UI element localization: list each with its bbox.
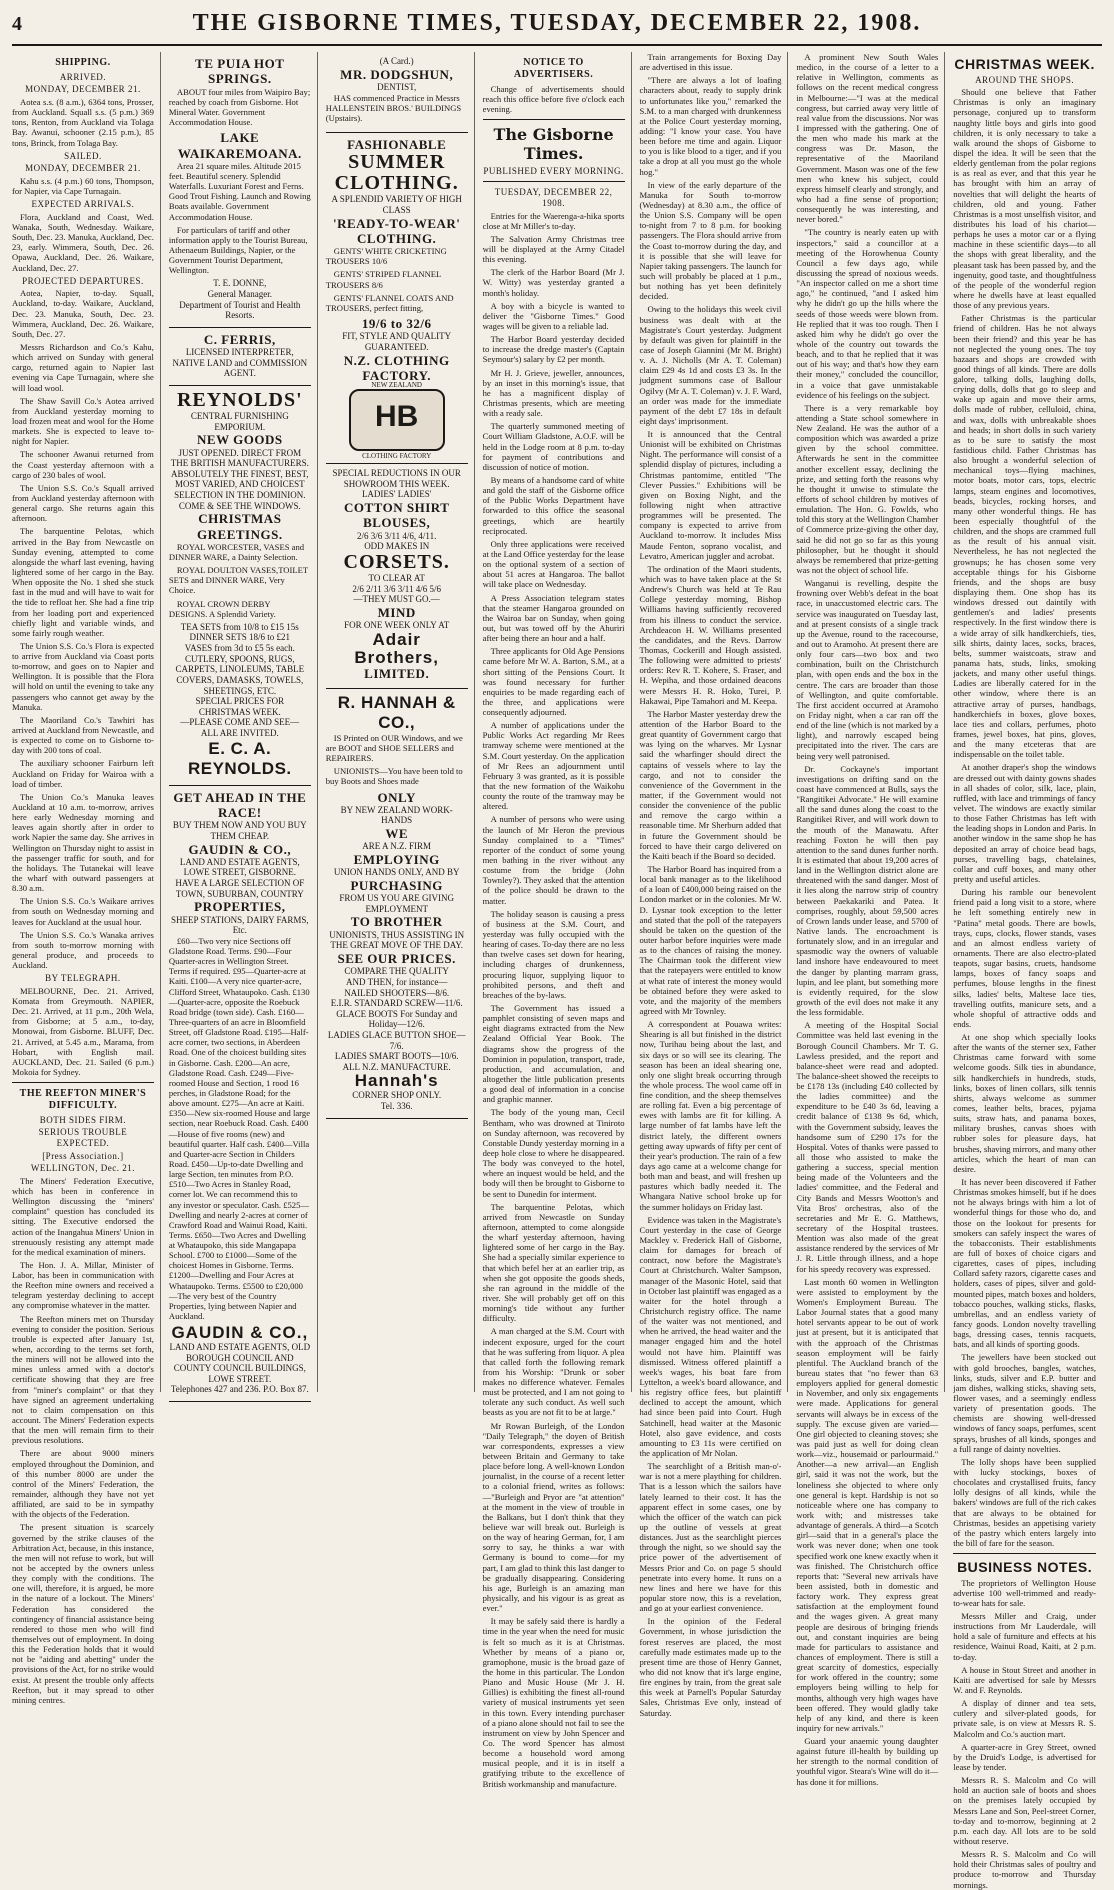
large-selection: HAVE A LARGE SELECTION OF TOWN, SUBURBAN, COUNTRY bbox=[175, 878, 305, 899]
news-paragraph: The Harbor Master yesterday drew the attention of the Harbor Board to the great quantity of Government cargo that was lying on the wharves. Mr Lysnar said the wharfinger should direct the captains of vessels where to lay the cargo, and not to consider the convenience of the Government in the matter, if the Government would not consider the convenience of the public and remove the cargo within a reasonable time. Mr Sherburn added that in future the Government should be forced to have their cargo delivered on the Kaiti beach if the Board so decided. bbox=[639, 708, 782, 861]
projected-heading: PROJECTED DEPARTURES. bbox=[22, 275, 144, 286]
vases: VASES from 3d to £5 5s each. bbox=[184, 643, 295, 654]
shipping-paragraph: The barquentine Pelotas, which arrived in the Bay from Newcastle on Sunday evening, attempted to come alongside the wharf last evening, having lightered some of her cargo in the Bay. When opposite the No. 1 shed she stuck fast in the mud and will have to wait for the tide to refloat her. She had a fine trip from her loading port and experienced chiefly light and variable winds, and some fairly rough weather. bbox=[12, 526, 154, 638]
reynolds-heading: REYNOLDS' bbox=[176, 389, 303, 412]
news-paragraph: By means of a handsome card of white and gold the staff of the Gisborne office of the Public Works Department have forwarded to this office the seasonal greetings, which are heartily reciprocated. bbox=[482, 474, 625, 536]
telephones: Telephones 427 and 236. P.O. Box 87. bbox=[170, 1384, 309, 1395]
nz-clothing-factory: N.Z. CLOTHING FACTORY. bbox=[343, 352, 450, 383]
business-note: Messrs Miller and Craig, under instructions from Mr Lauderdale, will hold a sale of furniture and effects at his residence, Wainui Road, Kaiti, at 2 p.m. to-day. bbox=[953, 1611, 1096, 1662]
business-note: A quarter-acre in Grey Street, owned by the Druid's Lodge, is advertised for lease by tender. bbox=[953, 1741, 1096, 1772]
cotton-blouses: COTTON SHIRT BLOUSES, bbox=[344, 500, 450, 531]
new-goods-text: JUST OPENED. DIRECT FROM THE BRITISH MANUFACTURERS. bbox=[170, 447, 309, 469]
royal-item: ROYAL DOULTON VASES,TOILET SETS and DINNER WARE, Very Choice. bbox=[168, 565, 308, 596]
column-shipping bbox=[12, 52, 161, 1705]
newspaper-title: THE GISBORNE TIMES, TUESDAY, DECEMBER 22, 1908. bbox=[192, 10, 922, 36]
news-paragraph: Mr Rowan Burleigh, of the London "Daily Telegraph," the doyen of British war correspondents, expresses a view between Britain and Germany to take place before long. A well-known London journalist, in the course of a recent letter to a colonial friend, writes as follows:—"Burleigh and Pryor are "at attention" at the moment in the view of trouble in the Balkans, but I don't think that they believe war will break out. Burleigh is on the way of hearing German, for, I am sorry to say, he thinks a war with Germany is bound to come—for my part, I am glad to think this last danger to be gradually disappearing. Considering his age, Burleigh is an amazing man physically, and his vigour is as great as ever." bbox=[482, 1420, 625, 1614]
price-item: LADIES SMART BOOTS—10/6. ALL N.Z. MANUFACTURE. bbox=[334, 1051, 459, 1072]
business-note: The proprietors of Wellington House advertise 100 well-trimmed and ready-to-wear hats for sale. bbox=[953, 1577, 1096, 1608]
news-paragraph: The barquentine Pelotas, which arrived from Newcastle on Sunday afternoon, attempted to come alongside the wharf yesterday afternoon, having lightered some of her cargo in the Bay. She had a specially similar experience to that which befel her at an earlier trip, as when she got opposite the goods sheds, she ran aground in the middle of the river. She will probably get off on this morning's tide without any further difficulty. bbox=[482, 1201, 625, 1324]
news-paragraph: Owing to the holidays this week civil business was dealt with at the Magistrate's Court yesterday. Judgment by default was given for plaintiff in the case of Joseph Giannini (Mr M. Bright) v. A. J. Nicholls (Mr A. T. Coleman) claim £29 4s 1d and costs £3 3s. In the judgment summons case of Ballour Ogilvy (Mr A. T. Coleman) v. J. F. Ward, an order was made for the immediate payment of the debt £7 18s in default eight days' imprisonment. bbox=[639, 304, 782, 426]
news-paragraph: A Press Association telegram states that the steamer Hangaroa grounded on the Wairoa bar on Sunday, when going out, but was towed off by the Ahuriri after being there an hour and a half. bbox=[482, 592, 625, 644]
telephone: Tel. 336. bbox=[380, 1100, 413, 1111]
clothing: CLOTHING. bbox=[334, 172, 459, 195]
to-clear: TO CLEAR AT bbox=[368, 572, 425, 583]
property-listings: £60—Two very nice Sections off Gladstone Road. Terms. £90—Four Quarter-acres in Wellington Street. Terms if required. £95—Quarter-acre at Kaiti. £100—A very nice quarter-acre, Clifford Street, Whataupoko. Cash. £130—Quarter-acre, opposite the Roebuck Road bridge (town side). Cash. £160—Three-quarters of an acre in Bloomfield Street, off Gladstone Road. £195—Half-acre corner, two sections, in Aberdeen Road. One of the choicest building sites in Gisborne. Cash. £200—An acre, Gladstone Road. Cash. £249—Five-roomed House and Section, 1 rood 16 perches, in Gladstone Road; for the above amount. £275—An acre at Kaiti. £350—New six-roomed House and large section, near Roebuck Road. Cash. £400—House of five rooms (new) and beautiful quarter. Half cash. £400—Villa and Quarter-acre Section in Childers Road. £450—Up-to-date Dwelling and large Section, ten minutes from P.O. £510—Two Acres in Stanley Road, corner lot. We can recommend this to any investor or speculator. Cash. £525—Dwelling and nearly 2-acres at corner of Crawford Road and Wainui Road, Kaiti. Terms. £650—Two Acres and Dwelling at Whataupoko, this side Mangapapa School. £700 to £1000—Some of the choicest Homes in Gisborne. Terms. £1200—Dwelling and Four Acres at Whataupoko. Terms. £5500 to £20,000—The very best of the Country Properties, lying between Napier and Auckland. bbox=[168, 935, 311, 1322]
reefton-paragraph: The present situation is scarcely governed by the strike clauses of the Arbitration Act, because, in this instance, the men will not refuse to work, but will not be accepted by the owners unless they comply with the conditions. The one will, therefore, it is argued, be more in the nature of a lockout. The Miners' Federation has considered the contingency of financial assistance being rendered to those men who will find themselves out of employment. In doing this the Federation holds that it would not be "aiding and abetting" under the provisions of the Act, for no strike would exist. At present the trouble only affects Reefton, but it may spread to other mining centres. bbox=[12, 1522, 154, 1705]
christmas-paragraph: At another draper's shop the windows are dressed out with dainty gowns shades in all shades of color, silk, lace, plain, ruffled, with lace and trimmings of fancy velvet. The windows are exactly similar to those Father Christmas has left with the leading shops in London and Paris. In another window in the same shop he has deposited an array of choice bead bags, purses, travelling bags, chatelaines, collar and cuff boxes, and many other pretty and useful articles. bbox=[953, 762, 1096, 884]
news-paragraph: There is a very remarkable boy attending a State school somewhere in New Zealand. He was the author of a composition which was awarded a prize given by the school committee. Afterwards he sent in the committee another excellent essay, declining the prize, and setting forth the reasons why he thought it unwise to stimulate the efforts of school children by motives of emulation. The Hon. G. Fowlds, who told this story at the Wellington Chamber of Commerce prize-giving the other day, said he did not go so far as this young philosopher, but he thought it should always be remembered that prize-getting was not the object of school life. bbox=[796, 402, 939, 576]
shipping-heading: SHIPPING. bbox=[55, 57, 111, 68]
divider bbox=[12, 1082, 154, 1083]
corner-shop: CORNER SHOP ONLY. bbox=[352, 1090, 442, 1101]
royal-item: ROYAL WORCESTER, VASES and DINNER WARE, a Dainty Selection. bbox=[168, 541, 305, 563]
news-paragraph: Evidence was taken in the Magistrate's Court yesterday in the case of George Mackley v. Frederick Hall of Gisborne, claim for damages for breach of contract, now before the Magistrate's Court at Christchurch. Walter Sampson, manager of the Masonic Hotel, said that in October last plaintiff was engaged as a waiter for the hotel through a Christchurch registry office. The name of the waiter was not mentioned, and when he arrived, the head waiter and the manager engaged him and the hotel would not have him. Plaintiff was dismissed. Witness offered plaintiff a week's wages, his boat fare from Lyttelton, a week's board allowance, and his registry office fees, but plaintiff declined to accept the amount, which had since been paid into Court. Hugh Satchinell, head waiter at the Masonic Hotel, also gave evidence, and costs amounting to £3 11s were certified on the application of Mr Nolan. bbox=[639, 1214, 782, 1458]
divider bbox=[953, 1553, 1096, 1554]
flag-title: The Gisborne Times. bbox=[493, 125, 614, 163]
adair-ad bbox=[326, 464, 468, 688]
tea-sets: TEA SETS from 10/8 to £15 15s bbox=[180, 621, 299, 632]
ferris-text: LICENSED INTERPRETER, NATIVE LAND and COMMISSION AGENT. bbox=[172, 347, 308, 379]
news-paragraph: Wanganui is revelling, despite the frowning over Webb's defeat in the boat race, in unaccustomed electric cars. The service was inaugurated on Tuesday last, and at present consists of a single track up the Avenue, round to the racecourse, and out to Aramoho. At present there are only four cars—two box and two combination, built on the Christchurch plan, with open ends and the box in the centre. The cars are broader than those of Wellington, and quite comfortable. The first accident occurred at Aramoho on Friday night, when a car ran off the end of the line (which is not marked by a light), and narrowly escaped being precipitated into the river. The cars are being very well patronised. bbox=[796, 578, 939, 761]
fit-style: FIT, STYLE AND QUALITY GUARANTEED. bbox=[342, 331, 452, 352]
news-paragraph: It is announced that the Central Unionist will be exhibited on Christmas Night. The performance will consist of a splendid display of pictures, including a Christmas pantomime, entitled "The Clever Pussies." Exhibitions will be given on Boxing Night, and the following night when attractive programmes will be presented. The company is expected to arrive from Auckland to-morrow. It includes Miss Maude Fenton, soprano vocalist, and Levatro, American juggler and acrobat. bbox=[639, 429, 782, 561]
finest-text: ABSOLUTELY THE FINEST, BEST, MOST VARIED, AND CHOICEST SELECTION IN THE DOMINION. bbox=[171, 468, 309, 500]
tariff-text: For particulars of tariff and other information apply to the Tourist Bureau, Athenaeum Buildings, Napier, or the Government Tourist Department, Wellington. bbox=[168, 224, 308, 276]
christmas-paragraph: The lolly shops have been supplied with lucky stockings, boxes of chocolates and crystallised fruits, fancy lolly designs of all kinds, while the bakers' windows are full of the rich cakes that are always to be obtained for Christmas, besides an appetising variety of the pastry which enters largely into the bill of fare for the season. bbox=[953, 1456, 1096, 1548]
hannahs: Hannah's bbox=[354, 1071, 439, 1091]
coats-price: 19/6 to 32/6 bbox=[361, 316, 432, 332]
te-puia-text: ABOUT four miles from Waipiro Bay; reached by coach from Gisborne. Hot Mineral Water. Government Accommodation House. bbox=[168, 86, 311, 128]
news-paragraph: A number of persons who were using the launch of Mr Heron the previous Sunday complained to a "Times" reporter of the conduct of some young men bathing in the river without any costume from the bridge (John Townley?). They asked that the attention of the police should be drawn to the matter. bbox=[482, 814, 625, 906]
shipping-paragraph: Messrs Richardson and Co.'s Kahu, which arrived on Sunday with general cargo, returned again to Napier last evening via Cape Turnagain, where she will load wool. bbox=[12, 341, 154, 393]
waikaremoana-text: Area 21 square miles. Altitude 2015 feet. Beautiful scenery. Splendid Waterfalls. Luxuriant Forest and Ferns. Good Trout Fishing. Launch and Rowing Boats available. Government Accommodation House. bbox=[168, 160, 311, 222]
only: ONLY bbox=[377, 789, 416, 805]
news-paragraph: A correspondent at Pouawa writes: Shearing is all but finished in the district now, Turihau being about the last, and six days or so will see its clearing. The season has been an ideal shearing one, only one slight break occurring through the whole process. The wool came off in fine condition, and the sheep themselves are rolling fat. Even a big percentage of ewes with lambs are fit for killing. A large number of fat lambs have left the district lately, the different owners getting away upwards of fifty per cent of their year's production. The rain of a few days ago came at a welcome change for both man and beast, and will freshen up pastures which badly needed it. The Whangara Native school broke up for the summer holidays on Friday last. bbox=[639, 1019, 782, 1212]
trousers: GENTS' WHITE CRICKETING TROUSERS 10/6 bbox=[325, 246, 447, 267]
price-item: E.I.R. STANDARD SCREW—11/6. bbox=[330, 998, 463, 1009]
monday-dateline: MONDAY, DECEMBER 21. bbox=[25, 84, 141, 95]
expected-text: Flora, Auckland and Coast, Wed. Wanaka, South, Wednesday. Waikare, South, Dec. 23. Manuka, Auckland, Dec. 23, early. Wimmera, South, Dec. 26. Opawa, Auckland, Dec. 26. Waikare, Auckland, Dec. 27. bbox=[12, 211, 154, 273]
shipping-paragraph: The Maoriland Co.'s Tawhiri has arrived at Auckland from Newcastle, and is expected to come on to Gisborne to-day with 200 tons of coal. bbox=[12, 714, 154, 756]
column-news-3 bbox=[796, 52, 945, 1787]
shipping-paragraph: The Shaw Savill Co.'s Aotea arrived from Auckland yesterday morning to load frozen meat and wool for the Home markets. She is expected to leave to-night for Napier. bbox=[12, 395, 154, 447]
business-notes-heading: BUSINESS NOTES. bbox=[957, 1559, 1093, 1576]
hb-logo: NEW ZEALAND HB CLOTHING FACTORY bbox=[349, 389, 445, 451]
we: WE bbox=[385, 826, 409, 842]
ferris-name: C. FERRIS, bbox=[203, 331, 276, 347]
unionists: UNIONISTS—You have been told to buy Boots and Shoes made bbox=[325, 766, 463, 787]
reynolds-ad bbox=[169, 386, 311, 786]
page-number: 4 bbox=[12, 13, 22, 35]
business-note: Messrs R. S. Malcolm and Co will hold an auction sale of boots and shoes on the premises lately occupied by Messrs Lane and Son, Peel-street Corner, to-day and to-morrow, beginning at 2 p.m. each day. All lots are to be sold without reserve. bbox=[953, 1775, 1096, 1846]
splendid-variety: A SPLENDID VARIETY OF HIGH CLASS bbox=[331, 194, 462, 215]
christmas-paragraph: Should one believe that Father Christmas is only an imaginary personage, conjured up to transform naughty little boys and girls into good children, it is only necessary to take a walk around the shops of Gisborne to dispel the idea. It will be seen that the elderly gentleman from the polar regions is as real as ever, and that this year he has brought with him an array of novelties that will delight the hearts of children, old and young. Father Christmas is a most unselfish visitor, and distributes his load of his chariot—perhaps he uses a motor car or a flying machine in these scientific days—to all the shops with great liberality, and the pleasant task has been passed by, and the ingenuity, good taste, and thoughtfulness of the people of the wonderful region where he dwells have at least equalled those of any previous years. bbox=[953, 87, 1096, 311]
news-paragraph: Train arrangements for Boxing Day are advertised in this issue. bbox=[639, 52, 782, 73]
limited: LIMITED. bbox=[364, 666, 430, 682]
column-editorial bbox=[482, 52, 632, 1789]
shipping-paragraph: The Union S.S. Co.'s Flora is expected to arrive from Auckland via Coast ports to-morrow, and goes on to Napier and Wellington. It is possible that the Flora will hold on until the evening to take any passengers who cannot get away by the Manuka. bbox=[12, 640, 154, 712]
waikaremoana-heading: LAKE WAIKAREMOANA. bbox=[177, 130, 302, 161]
christmas: CHRISTMAS bbox=[198, 511, 282, 527]
masthead bbox=[12, 10, 1102, 46]
odd-makes: ODD MAKES IN bbox=[364, 541, 430, 552]
special-prices: SPECIAL PRICES FOR CHRISTMAS WEEK. bbox=[195, 696, 285, 717]
christmas-week-heading: CHRISTMAS WEEK. bbox=[954, 56, 1095, 72]
projected-text: Aotea, Napier, to-day. Squall, Auckland, to-day. Waikare, Auckland, Dec. 23. Manuka, South, Dec. 23. Wimmera, Auckland, Dec. 26. Waikare, South, Dec. 27. bbox=[12, 288, 154, 339]
monday-dateline: MONDAY, DECEMBER 21. bbox=[25, 163, 141, 174]
news-paragraph: Last month 60 women in Wellington were assisted to employment by the Women's Employment Bureau. The Labor Journal states that a good many hotel servants appear to be out of work just at present, but it is anticipated that with the approach of the Christmas season employment will be fairly plentiful. The Auckland branch of the bureau states that "no fewer than 63 employers applied for general domestic in November, and only six engagements were made. Applications for general servants will always be in excess of the supply. The excuse given are varied—One girl objected to cleaning stoves; she was paid just as well for doing clean work—viz., housemaid or parlourmaid." Another—a new arrival—an English girl, said it was not the work, but the loneliness she objected to where only one general is kept. Hardship is not so noticeable where one has company to work with; and mistresses take advantage of generals. A third—a Scotch girl—said that in a general's place the work was never done; when one took specified work one knew exactly when it was finished. The Christchurch office reports that: "Several new arrivals have been assisted, both in domestic and factory work. They express great satisfaction at the employment found and the wages given. A great many people are desirous of bringing friends out, and constant inquiries are being made for particulars to assistance and chances of employment. There is still a great scarcity of domestics, especially for work offered in the country; some employers being willing to help for months, although very high wages have been offered. They would gladly take help of any kind, and there is keen inquiry for new arrivals." bbox=[796, 1276, 939, 1733]
special-reductions: SPECIAL REDUCTIONS IN OUR SHOWROOM THIS WEEK. bbox=[332, 468, 461, 489]
new-goods: NEW GOODS bbox=[197, 432, 283, 448]
arrived-text: Aotea s.s. (8 a.m.), 6364 tons, Prosser, from Auckland. Squall s.s. (5 p.m.) 369 tons, Renton, from Auckland via Tolaga Bay. Awanui, schooner (2.15 p.m.), 85 tons, Brinck, from Tolaga Bay. bbox=[12, 97, 154, 148]
must-go: —THEY MUST GO.— bbox=[353, 594, 440, 605]
news-paragraph: The Salvation Army Christmas tree will be displayed at the Army Citadel this evening. bbox=[482, 233, 625, 265]
greetings: GREETINGS. bbox=[197, 526, 283, 542]
dodgshun-text: HAS commenced Practice in Messrs HALLENSTEIN BROS.' BUILDINGS (Upstairs). bbox=[325, 92, 462, 123]
adair: Adair bbox=[372, 629, 421, 649]
purchasing: PURCHASING bbox=[350, 877, 443, 893]
hannah-ad bbox=[326, 689, 468, 1119]
news-paragraph: The clerk of the Harbor Board (Mr J. W. Witty) was yesterday granted a month's holiday. bbox=[482, 267, 625, 298]
sailed-text: Kahu s.s. (4 p.m.) 60 tons, Thompson, for Napier, via Cape Turnagain. bbox=[12, 175, 154, 197]
christmas-paragraph: During his ramble our benevolent friend paid a long visit to a store, where he left something entirely new in "Patina" metal goods. There are bowls, trays, cups, clocks, flower stands, vases and an almost endless variety of ornaments. There are also electro-plated teapots, sugar basins, cruets, handsome lamps, boxes of fancy soaps and perfumes, blouse lengths in the finest silks, ladies' belts, Maltese lace ties, travelling outfits, manicure sets, and a whole shopful of attractive odds and ends. bbox=[953, 887, 1096, 1029]
divider bbox=[483, 181, 625, 182]
business-note: A house in Stout Street and another in Kaiti are advertised for sale by Messrs W. and F. Reynolds. bbox=[953, 1664, 1096, 1696]
news-paragraph: A meeting of the Hospital Social Committee was held last evening in the Borough Council Chambers. Mr T. G. Lawless presided, and the report and balance-sheet were read and adopted. The balance-sheet showed the receipts to be £178 13s (including £40 collected by the ladies committee) and the expenditure to be £40 3s 6d, leaving a credit balance of £138 9s 6d, which, with the Government subsidy, leaves the handsome sum of £290 17s for the Hospital. Votes of thanks were passed to all those who assisted to make the gathering a success, special mention being made of the Volunteers and the ladies' committee, and the Federal and City Bands and Messrs Wootton's and Vita Bros' orchestras, also of the secretaries and Mr E. G. Matthews, secretary of the Hospital trustees. Mention was also made of the great assistance rendered by the services of Mr J. R. Little through illness, and a hope for his speedy recovery was expressed. bbox=[796, 1020, 939, 1274]
news-paragraph: The holiday season is causing a press of business at the S.M. Court, and yesterday was fully occupied with the hearing of cases. To-day there are no less than twelve cases set down for hearing, including charges of drunkenness, procuring liquor, supplying liquor to prohibited persons, and theft and breaches of the by-laws. bbox=[482, 908, 625, 1000]
telegraph-text: MELBOURNE, Dec. 21. Arrived, Komata from Greymouth. NAPIER, Dec. 21. Arrived, at 11 p.m., 20th Wela, from Gisborne; at 5 a.m., to-day, Monowai, from Gisborne. BLUFF, Dec. 21. Arrived, at 5.45 a.m., Marama, from Hobart, with English mail. AUCKLAND, Dec. 21. Sailed (6 p.m.) Mokoia for Sydney. bbox=[12, 985, 154, 1078]
news-paragraph: The Government has issued a pamphlet consisting of seven maps and eight diagrams extracted from the New Zealand Official Year Book. The diagrams show the progress of the Dominion in population, transport, trade, production, and accumulation, and altogether the little publication presents a good deal of information in a concise and graphic manner. bbox=[482, 1003, 625, 1105]
news-paragraph: In view of the early departure of the Manuka for South to-morrow (Wednesday) at 8.30 a.m., the office of the Union S.S. Company will be open to-night from 7 to 8 p.m. for booking passengers. The Flora should arrive from the Coast to-morrow during the day, and it is possible that she will leave for Napier taking passengers. The launch for such will probably be placed at 1 p.m., but nothing has yet been definitely decided. bbox=[639, 179, 782, 302]
news-paragraph: Mr H. J. Grieve, jeweller, announces, by an inset in this morning's issue, that he has a magnificent display of Christmas presents, which are meeting with a ready sale. bbox=[482, 367, 625, 419]
business-note: A display of dinner and tea sets, cutlery and silver-plated goods, for private sale, is on view at Messrs R. S. Malcolm and Co.'s auction mart. bbox=[953, 1698, 1096, 1739]
reefton-paragraph: The Miners' Federation Executive, which has been in conference in Wellington discussing the "miners' complaint" question has concluded its sitting. The Executive endorsed the action of the Inangahua Miners' Union in strenuously resisting any attempt made for the medical examination of miners. bbox=[12, 1175, 154, 1257]
fashionable: FASHIONABLE bbox=[347, 136, 447, 152]
dodgshun-name: MR. DODGSHUN, bbox=[340, 66, 454, 82]
reefton-paragraph: The Hon. J. A. Millar, Minister of Labor, has been in communication with the Reefton mine owners and received a telegram yesterday declining to accept any compromise whatever in the matter. bbox=[12, 1259, 154, 1311]
hannah-heading: R. HANNAH & CO., bbox=[337, 692, 456, 732]
see-prices: SEE OUR PRICES. bbox=[337, 951, 456, 967]
shipping-paragraph: The Union S.S. Co.'s Squall arrived from Auckland yesterday afternoon with general cargo. She returns again this afternoon. bbox=[12, 482, 154, 524]
news-paragraph: A prominent New South Wales medico, in the course of a letter to a relative in Wellington, comments as follows on the recent medical congress in Melbourne:—"I was at the medical congress, but carried away very little of real value from the discussions. Nor was I impressed with the gathering. One of the men who made his mark at the congress was Dr. Mason, the representative of the Maoriland Government. Mason was one of the few men who knew his subject, could express himself clearly and strongly, and who had a fine sense of proportion; consequently he was interesting, and never bored." bbox=[796, 52, 939, 225]
sailed-heading: SAILED. bbox=[64, 150, 102, 161]
news-paragraph: Entries for the Waerenga-a-hika sports close at Mr Miller's to-day. bbox=[482, 210, 625, 231]
and-then: AND THEN, for instance— bbox=[346, 976, 448, 987]
news-paragraph: A man charged at the S.M. Court with indecent exposure, urged for the court that he was suffering from liquor. A plea that called forth the following remark from his Worship: "Drunk or sober makes no difference whatever. Females must be protected, and I am not going to tolerate any such conduct. As well such beasts as you are not fit to be at large." bbox=[482, 1326, 625, 1418]
news-paragraph: "There are always a lot of loafing characters about, ready to supply drink to unfortunates like you," remarked the S.M. to a man charged with drunkenness at the Police Court yesterday morning, adding: "I know your case. You have been before me time and again. Liquor to you is like blood to a tiger, and if you take a drop at all you must go the whole hog." bbox=[639, 75, 782, 177]
ladies: LADIES' LADIES' bbox=[361, 489, 432, 500]
column-adverts-2 bbox=[326, 52, 475, 1392]
news-paragraph: The Harbor Board yesterday decided to increase the dredge master's (Captain Seymour's) salary by £2 per month. bbox=[482, 334, 625, 365]
dentist: DENTIST, bbox=[377, 81, 417, 92]
reefton-subheading: SERIOUS TROUBLE EXPECTED. bbox=[38, 1127, 128, 1148]
news-paragraph: The Harbor Board has inquired from a local bank manager as to the likelihood of a loan of £400,000 being raised on the London market or in the colonies. Mr W. D. Lysnar took exception to the letter and stated that the poll of the ratepayers should be taken on the question of the outer harbor before inquiries were made as to the chances of raising the money. The Chairman took the different view that the ratepayers were entitled to know at what rate of interest the money would be obtained before they were asked to vote, and the majority of the members agreed with Mr Townley. bbox=[639, 863, 782, 1016]
te-puia-heading: TE PUIA HOT SPRINGS. bbox=[195, 56, 285, 87]
telegraph-heading: BY TELEGRAPH. bbox=[45, 973, 121, 984]
coats: GENTS' FLANNEL COATS AND TROUSERS, perfect fitting, bbox=[325, 292, 454, 313]
unionists-2: UNIONISTS, THUS ASSISTING IN THE GREAT MOVE OF THE DAY. bbox=[329, 929, 465, 951]
employing: EMPLOYING bbox=[353, 851, 440, 867]
published-line: PUBLISHED EVERY MORNING. bbox=[483, 165, 624, 176]
corset-prices: 2/6 2/11 3/6 3/11 4/6 5/6 bbox=[352, 583, 441, 594]
news-paragraph: The ordination of the Maori students, which was to have taken place at the St Andrew's Church was held at Te Rau College yesterday morning, Bishop Williams having sufficiently recovered from his illness to conduct the service. Archdeacon H. W. Williams presented the candidates, and the Revs. Darrow Thomas, Cockerill and Hough assisted. The following were admitted to priests' orders: Rev R. T. Kohere, S. Fraser, and H. Wepiha, and those ordained deacons were Messrs H. R. Hoko, Turei, P. Hakawai, Pipe Tamahori and M. Keepa. bbox=[639, 563, 782, 706]
reefton-paragraph: The Reefton miners met on Thursday evening to consider the position. Serious trouble is expected after January 1st, when, according to the terms set forth, the miners will not be allowed into the mines unless armed with a doctor's certificate showing that they are free from "miner's complaint" or that they have signed an agreement undertaking not to claim compensation on this account. The Miners' Federation expects that the men will remain firm to their previous resolutions. bbox=[12, 1313, 154, 1446]
shipping-paragraph: The Union S.S. Co.'s Wanaka arrives from south to-morrow morning with general produce, and proceeds to Auckland. bbox=[12, 929, 154, 971]
news-paragraph: A boy with a bicycle is wanted to deliver the "Gisborne Times." Good wages will be given to a reliable lad. bbox=[482, 300, 625, 331]
around-the-shops: AROUND THE SHOPS. bbox=[975, 74, 1075, 85]
news-paragraph: The body of the young man, Cecil Bentham, who was drowned at Tiniroto on Sunday afternoon, was recovered by Constable Dundy yesterday morning in a deep hole close to where he disappeared. The body was conveyed to the hotel, where an inquest would be held, and the body will then be brought to Gisborne to be sent to Dunedin for interment. bbox=[482, 1107, 625, 1199]
reefton-paragraph: There are about 9000 miners employed throughout the Dominion, and of this number 8000 are under the control of the Miners' Federation, the remainder, although they have not yet affiliated, are said to be in sympathy with the objects of the Federation. bbox=[12, 1448, 154, 1520]
one-week: FOR ONE WEEK ONLY AT bbox=[344, 620, 450, 631]
card: (A Card.) bbox=[379, 56, 414, 66]
columns bbox=[12, 52, 1102, 1890]
properties: PROPERTIES, bbox=[194, 899, 286, 915]
christmas-paragraph: At one shop which specially looks after the wants of the sterner sex, Father Christmas came forward with some welcome goods. Silk ties in abundance, silk handkerchiefs in hundreds, studs, links, boxes of linen collars, silk tennis shirts, always welcome as summer comes, leather belts, braces, pyjama suits, straw hats, and panama boxes, military brushes, canvas shoes with rubber soles for pleasure days, hat brushes, shaving mirrors, and many other articles, which the heart of man can desire. bbox=[953, 1032, 1096, 1174]
shipping-paragraph: The auxiliary schooner Fairburn left Auckland on Friday for Wairoa with a load of timber. bbox=[12, 758, 154, 789]
news-paragraph: Dr. Cockayne's important investigations on drifting sand on the coast have commenced at Bulls, says the "Rangitikei Advocate." He will examine all the sand dunes along the coast to the Rangitikei River, and will work down to the mouth of the Manawatu. After reaching Foxton he will then pay attention to the sand dunes further north. It is estimated that about 19,200 acres of land in the Wellington district alone are threatened with the sand danger. Most of it lies along the narrow strip of country between Paekakariki and Patea. It comprises, roughly, about 59,500 acres of Crown lands under lease, and 5700 of Native lands. The encroachment is fortunately slow, and in an irregular and spasmodic way the owners of valuable land inshore have endeavoured to meet the danger by planting marram grass, lupin, and lee plant, but something more is evidently required, for the slow growth of the evil does not make it any the less formidable. bbox=[796, 763, 939, 1018]
gaudin-address: LAND AND ESTATE AGENTS, OLD BOROUGH COUNCIL AND COUNTY COUNCIL BUILDINGS, LOWE STREET. bbox=[169, 1342, 311, 1384]
donne-title: General Manager. bbox=[207, 289, 273, 300]
christmas-paragraph: It has never been discovered if Father Christmas smokes himself, but if he does not he always brings with him a lot of wonderful things for those who do, and those on the lookout for presents for smokers can safely inspect the wares of the tobacconists. Their establishments are full of boxes of choice cigars and cigarettes, cases of pipes, including Collard safety razors, cigarette cases and holders, cases of pipes, silver and gold-mounted pipes, match boxes and holders, tobacco pouches, walking sticks, flasks, umbrellas, and an endless variety of fancy goods. London novelty travelling bags, dressing cases, tennis racquets, bats, and all kinds of sporting goods. bbox=[953, 1177, 1096, 1350]
news-paragraph: A number of applications under the Public Works Act regarding Mr Rees tramway scheme were mentioned at the S.M. Court yesterday. On the application of Mr Rees an adjournment until February 3 was granted, as it is possible that the new formation of the Waikohu county the route of the tramway may be altered. bbox=[482, 720, 625, 812]
news-paragraph: Three applicants for Old Age Pensions came before Mr W. A. Barton, S.M., at a short sitting of the Pensions Court. It was found necessary for further enquiries to be made regarding each of the three, and applications were consequently adjourned. bbox=[482, 646, 625, 718]
notice-text: Change of advertisements should reach this office before five o'clock each evening. bbox=[482, 83, 625, 114]
clothing-factory-ad bbox=[326, 133, 468, 464]
eca-reynolds: E. C. A. REYNOLDS. bbox=[187, 738, 292, 778]
properties-sub: SHEEP STATIONS, DAIRY FARMS, Etc. bbox=[170, 914, 309, 936]
gaudin-sub: LAND AND ESTATE AGENTS, LOWE STREET, GISBORNE. bbox=[179, 856, 300, 878]
gaudin-heading: GAUDIN & CO., bbox=[171, 1323, 309, 1343]
business-note: Messrs R. S. Malcolm and Co will hold their Christmas sales of poultry and produce to-morrow and Thursday mornings. bbox=[953, 1849, 1096, 1890]
news-paragraph: In the opinion of the Federal Government, in whose jurisdiction the forest reserves are placed, the most carefully made estimates made up to the present time are those of Henry Gannet, who did not know that it's large engine, fire engines by train, from the great sale this week at Parnell's Popular Saturday Sales, Christmas Eve only, instead of Saturday. bbox=[639, 1616, 782, 1718]
te-puia-ad bbox=[169, 52, 311, 328]
all-invited: ALL ARE INVITED. bbox=[200, 727, 279, 738]
reefton-heading: THE REEFTON MINER'S DIFFICULTY. bbox=[19, 1088, 147, 1111]
dodgshun-ad bbox=[326, 52, 468, 133]
news-paragraph: The searchlight of a British man-o'-war is not a mere plaything for children. That is a lesson which the sailors have lately learned to their cost. It has the apparent effect in some cases, one by which the officer of the watch can pick up the outline of vessels at great distances. Just as the searchlight pierces through the night, so we should say the price power of the advertisement of Messrs Prior and Co. on page 5 should penetrate into every home. It runs on a new lines and here we have for this popular store now, this is a revelation, and go at your earliest convenience. bbox=[639, 1461, 782, 1614]
news-paragraph: It may be safely said there is hardly a time in the year when the need for music is felt so much as it is at Christmas. Whether by means of a piano or, gramophone, music is the broad gaze of the home in this particular. The London Piano and Music House (Mr J. H. Gillies) is exhibiting the finest all-round variety of musical instruments yet seen in this town. Every intending purchaser of a piano alone should not fail to see the instrument on view by John Spencer and Co. The word Spencer has almost become a household word among musical people, and it is in itself a gratifying tribute to the excellence of British workmanship and manufacture. bbox=[482, 1616, 625, 1789]
compare: COMPARE THE QUALITY bbox=[344, 966, 449, 977]
shipping-paragraph: The schooner Awanui returned from the Coast yesterday afternoon with a cargo of 230 bales of wool. bbox=[12, 449, 154, 480]
price-item: GLACE BOOTS For Sunday and Holiday—12/6. bbox=[336, 1008, 458, 1030]
arrived-heading: ARRIVED. bbox=[59, 71, 107, 82]
nz-work: BY NEW ZEALAND WORK-HANDS bbox=[340, 804, 453, 826]
column-adverts-1 bbox=[168, 52, 318, 1395]
nz-firm: ARE A N.Z. FIRM bbox=[362, 841, 432, 852]
shipping-paragraph: The Union S.S. Co.'s Waikare arrives from south on Wednesday morning and leaves for Auckland at the usual hour. bbox=[12, 896, 154, 927]
please-come: —PLEASE COME AND SEE— bbox=[180, 717, 300, 728]
donne-name: T. E. DONNE, bbox=[213, 278, 267, 289]
editorial-dateline: TUESDAY, DECEMBER 22, 1908. bbox=[494, 187, 613, 208]
ferris-ad bbox=[169, 328, 311, 386]
shipping-paragraph: The Union Co.'s Manuka leaves Auckland at 10 a.m. to-morrow, arrives here early Wednesday morning and leaves again shortly after in order to work Napier the same day. She arrives in Wellington on Thursday night to assist in the passenger traffic for south, and for the holidays. The Tutanekai will leave the wharf with outward passengers at 8.30 a.m. bbox=[12, 791, 154, 894]
union-hands: UNION HANDS ONLY, AND BY bbox=[333, 867, 460, 878]
brothers: Brothers, bbox=[354, 647, 439, 667]
gaudin-heading: GAUDIN & CO., bbox=[188, 841, 292, 857]
column-news-2 bbox=[639, 52, 789, 1718]
dinner-sets: DINNER SETS 18/6 to £21 bbox=[189, 632, 291, 643]
hannah-text: IS Printed on OUR Windows, and we are BOOT and SHOE SELLERS and REPAIRERS. bbox=[325, 732, 463, 764]
christmas-paragraph: Father Christmas is the particular friend of children. Has he not always been their friend? and this year he has not neglected the young ones. The toy bazaars and shops are crowded with good things of all kinds. There are dolls galore, talking dolls, laughing dolls, crying dolls, dolls that go to sleep and wake up again and move their arms, dolls made of rubber, celluloid, china, and wax, dolls with unbreakable shoes and heads; in short dolls in such variety as to be sure to satisfy the most fastidious child. Father Christmas has also brought a wonderful selection of mechanical toys—flying machines, motor boats, motor cars, tops, electric lamps, steam engines and locomotives, beads, bicycles, rocking horses, and many other wonderful things. He has been especially thoughtful of the children, and the shops are crammed full as the result of his annual visit. Nevertheless, he has not neglected the grownups; he has chosen some very acceptable things for his Gisborne friends, and the shops are busy displaying them. One shop has its windows dressed out daintily with gentlemen's and ladies' presents respectively. In the first window there is a wide array of silk handkerchiefs, ties, silk shirts, dainty laces, socks, braces, belts, summer waistcoats, straw and panama hats, studs, links, smoking jackets, and many other useful things. Ladies are liberally catered for in the other window, where there is an attractive array of purses, handbags, handkerchiefs in boxes, glove boxes, lace ties and collars, perfumes, photo frames, jewel boxes, hat pins, gloves, and the many etceteras that are indispensable on the toilet table. bbox=[953, 313, 1096, 760]
newspaper-page bbox=[12, 10, 1102, 1890]
to-brother: TO BROTHER bbox=[350, 914, 443, 930]
price-item: LADIES GLACE BUTTON SHOE—7/6. bbox=[327, 1030, 466, 1051]
press-association: [Press Association.] bbox=[42, 1150, 124, 1161]
trousers: GENTS' STRIPED FLANNEL TROUSERS 8/6 bbox=[325, 269, 441, 290]
expected-heading: EXPECTED ARRIVALS. bbox=[31, 199, 135, 210]
windows-text: COME & SEE THE WINDOWS. bbox=[178, 500, 301, 511]
gaudin-ad bbox=[169, 786, 311, 1402]
news-paragraph: The quarterly summoned meeting of Court William Gladstone, A.O.F. will be held in the Lodge room at 8 p.m. to-day for payment of contributions and discussion of notice of motion. bbox=[482, 421, 625, 472]
department: Department of Tourist and Health Resorts. bbox=[179, 299, 301, 321]
buy-them: BUY THEM NOW AND YOU BUY THEM CHEAP. bbox=[172, 820, 307, 841]
royal-item: ROYAL CROWN DERBY DESIGNS. A Splendid Variety. bbox=[168, 598, 276, 619]
news-paragraph: Guard your anaemic young daughter against future ill-health by building up her strength to the normal condition of youthful vigor. Steara's Wine will do it—has done it for millions. bbox=[796, 1736, 939, 1787]
summer: SUMMER bbox=[348, 151, 446, 174]
reefton-subheading: BOTH SIDES FIRM. bbox=[39, 1114, 127, 1125]
blouse-prices: 2/6 3/6 3/11 4/6, 4/11. bbox=[357, 530, 437, 541]
ready-to-wear: 'READY-TO-WEAR' CLOTHING. bbox=[332, 215, 461, 246]
cutlery: CUTLERY, SPOONS, RUGS, CARPETS, LINOLEUMS, TABLE COVERS, DAMASKS, TOWELS, SHEETINGS, ETC. bbox=[175, 653, 305, 696]
corsets: CORSETS. bbox=[343, 550, 450, 573]
price-item: NAILED SHOOTERS—8/6. bbox=[344, 987, 450, 998]
news-paragraph: Only three applications were received at the Land Office yesterday for the lease on the optional system of a section of about 51 acres at Hangaroa. The ballot will take place on Wednesday. bbox=[482, 538, 625, 590]
get-ahead: GET AHEAD IN THE RACE! bbox=[173, 789, 307, 820]
from-us: FROM US YOU ARE GIVING EMPLOYMENT bbox=[339, 893, 455, 914]
news-paragraph: "The country is nearly eaten up with inspectors," said a councillor at a meeting of the Horowhenua County Council a few days ago, while discussing the spread of noxious weeds. "An inspector called on me a short time ago," he continued, "and I asked him why he didn't go up the hills where the seeds of those weeds were blown from. He replied that it was too rough. Then I asked him why he didn't go over the whole of the country out towards the beach, and to that he replied that it was out of his way; and that's how they earn their money," concluded the councillor, in a voice that gave unmistakable evidence of his feelings on the subject. bbox=[796, 227, 939, 400]
mind: MIND bbox=[377, 604, 416, 620]
divider bbox=[483, 119, 625, 120]
notice-heading: NOTICE TO ADVERTISERS. bbox=[513, 57, 594, 80]
reefton-dateline: WELLINGTON, Dec. 21. bbox=[30, 1163, 135, 1174]
reynolds-sub: CENTRAL FURNISHING EMPORIUM. bbox=[190, 411, 289, 432]
christmas-paragraph: The jewellers have been stocked out with gold brooches, bangles, watches, links, studs, silver and E.P. butter and jam dishes, walking sticks, shaving sets, flower vases, and a seemingly endless variety of presentation goods. The chemists are showing well-dressed windows of fancy soaps, perfumes, scent sprays, brushes of all kinds, sponges and a full range of dainty novelties. bbox=[953, 1352, 1096, 1454]
column-christmas bbox=[953, 52, 1102, 1890]
